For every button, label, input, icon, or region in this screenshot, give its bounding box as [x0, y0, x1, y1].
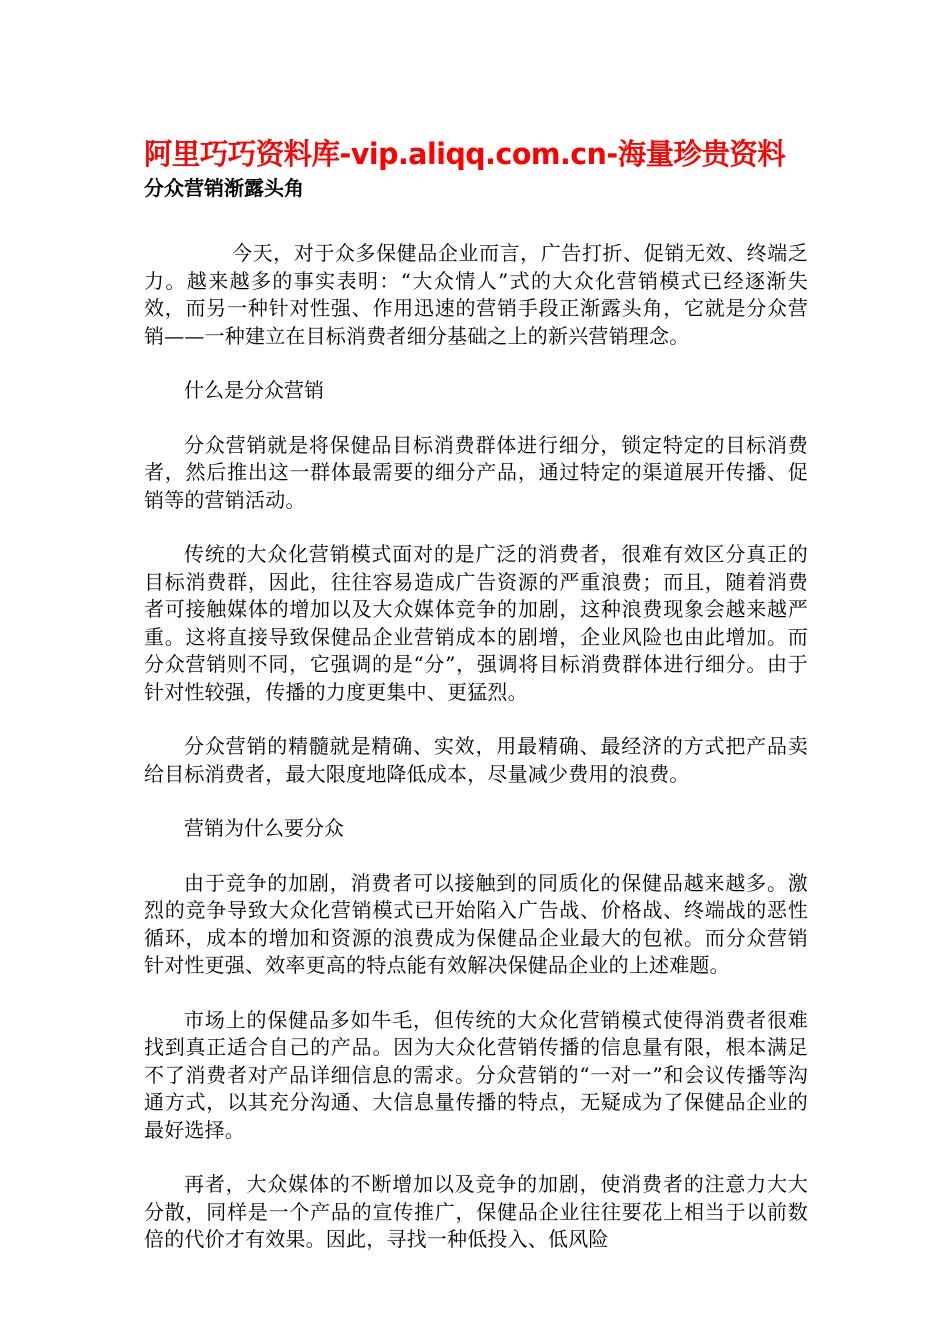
paragraph-essence: 分众营销的精髓就是精确、实效，用最精确、最经济的方式把产品卖给目标消费者，最大限度地降低成本，尽量减少费用的浪费。 — [144, 734, 808, 786]
section-heading-what: 什么是分众营销 — [184, 378, 324, 402]
paragraph-competition: 由于竞争的加剧，消费者可以接触到的同质化的保健品越来越多。激烈的竞争导致大众化营销模式已开始陷入广告战、价格战、终端战的恶性循环，成本的增加和资源的浪费成为保健品企业最大的包袱。而分众营销针对性更强、效率更高的特点能有效解决保健品企业的上述难题。 — [144, 870, 808, 977]
paragraph-definition: 分众营销就是将保健品目标消费群体进行细分，锁定特定的目标消费者，然后推出这一群体最需要的细分产品，通过特定的渠道展开传播、促销等的营销活动。 — [144, 432, 808, 512]
paragraph-traditional: 传统的大众化营销模式面对的是广泛的消费者，很难有效区分真正的目标消费群，因此，往往容易造成广告资源的严重浪费；而且，随着消费者可接触媒体的增加以及大众媒体竞争的加剧，这种浪费现象会越来越严重。这将直接导致保健品企业营销成本的剧增，企业风险也由此增加。而分众营销则不同，它强调的是“分”，强调将目标消费群体进行细分。由于针对性较强，传播的力度更集中、更猛烈。 — [144, 542, 808, 704]
article-title: 分众营销渐露头角 — [144, 176, 304, 200]
paragraph-market: 市场上的保健品多如牛毛，但传统的大众化营销模式使得消费者很难找到真正适合自己的产品。因为大众化营销传播的信息量有限，根本满足不了消费者对产品详细信息的需求。分众营销的“一对一”和会议传播等沟通方式，以其充分沟通、大信息量传播的特点，无疑成为了保健品企业的最好选择。 — [144, 1007, 808, 1142]
watermark-banner: 阿里巧巧资料库-vip.aliqq.com.cn-海量珍贵资料 — [144, 137, 786, 171]
paragraph-intro: 今天，对于众多保健品企业而言，广告打折、促销无效、终端乏力。越来越多的事实表明：“大众情人”式的大众化营销模式已经逐渐失效，而另一种针对性强、作用迅速的营销手段正渐露头角，它就是分众营销——一种建立在目标消费者细分基础之上的新兴营销理念。 — [144, 241, 808, 348]
section-heading-why: 营销为什么要分众 — [184, 816, 344, 840]
document-page — [144, 134, 808, 1281]
paragraph-media: 再者，大众媒体的不断增加以及竞争的加剧，使消费者的注意力大大分散，同样是一个产品的宣传推广，保健品企业往往要花上相当于以前数倍的代价才有效果。因此，寻找一种低投入、低风险 — [144, 1172, 808, 1251]
